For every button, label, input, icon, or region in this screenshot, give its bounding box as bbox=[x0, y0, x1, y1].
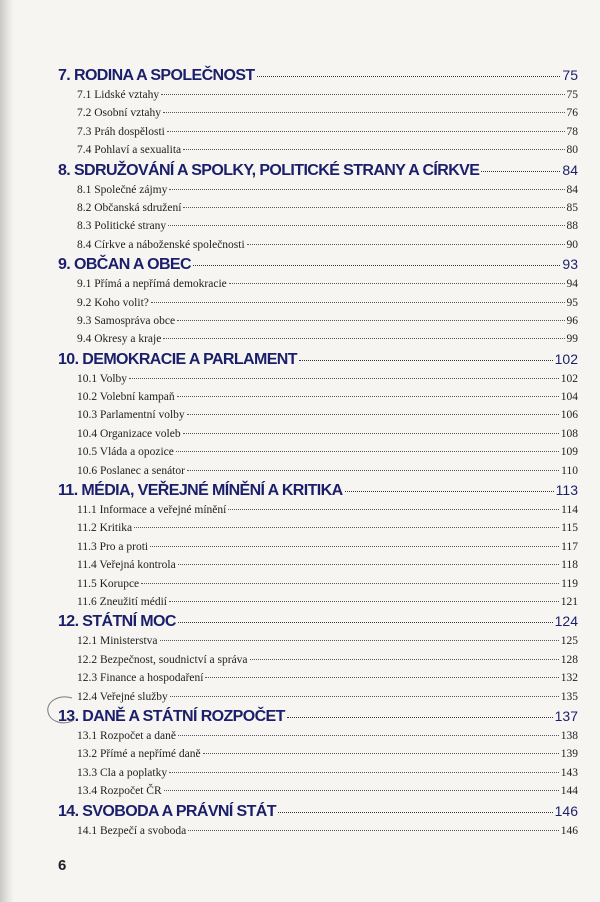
dot-leader bbox=[176, 451, 559, 452]
subchapter-entry bbox=[77, 669, 578, 687]
entry-page: 106 bbox=[560, 409, 578, 422]
entry-title: 7.1 Lidské vztahy bbox=[77, 89, 160, 101]
dot-leader bbox=[168, 225, 564, 226]
entry-title: 11.3 Pro a proti bbox=[77, 540, 149, 553]
subchapter-entry bbox=[77, 764, 578, 782]
entry-page: 124 bbox=[554, 613, 578, 630]
dot-leader bbox=[169, 601, 559, 602]
subchapter-entry bbox=[77, 519, 578, 537]
dot-leader bbox=[134, 527, 559, 528]
entry-page: 90 bbox=[566, 238, 578, 251]
entry-title: 7. RODINA A SPOLEČNOST bbox=[58, 67, 255, 84]
dot-leader bbox=[183, 149, 564, 150]
dot-leader bbox=[187, 414, 559, 415]
entry-title: 10.6 Poslanec a senátor bbox=[77, 464, 185, 477]
dot-leader bbox=[250, 659, 559, 660]
entry-page: 104 bbox=[560, 391, 578, 404]
dot-leader bbox=[151, 302, 565, 303]
entry-title: 7.4 Pohlaví a sexualita bbox=[77, 144, 182, 157]
entry-title: 13.3 Cla a poplatky bbox=[77, 766, 168, 779]
entry-page: 110 bbox=[561, 464, 578, 477]
dot-leader bbox=[183, 207, 564, 208]
dot-leader bbox=[229, 283, 565, 284]
dot-leader bbox=[129, 378, 559, 379]
entry-title: 12.2 Bezpečnost, soudnictví a správa bbox=[77, 653, 248, 666]
entry-title: 13.2 Přímé a nepřímé daně bbox=[77, 748, 201, 761]
entry-title: 8. SDRUŽOVÁNÍ A SPOLKY, POLITICKÉ STRANY A CÍRKVE bbox=[58, 161, 480, 179]
entry-page: 75 bbox=[562, 67, 578, 83]
entry-page: 114 bbox=[561, 504, 578, 517]
dot-leader bbox=[299, 360, 553, 361]
entry-title: 12.1 Ministerstva bbox=[77, 635, 158, 648]
dot-leader bbox=[163, 112, 564, 113]
subchapter-entry bbox=[77, 123, 578, 141]
subchapter-entry bbox=[77, 275, 578, 293]
toc-section bbox=[58, 65, 578, 160]
entry-title: 13. DANĚ A STÁTNÍ ROZPOČET bbox=[58, 707, 285, 725]
entry-page: 102 bbox=[560, 372, 578, 385]
toc-section bbox=[58, 254, 578, 349]
entry-title: 8.4 Církve a náboženské společnosti bbox=[77, 238, 245, 251]
entry-page: 119 bbox=[561, 577, 578, 590]
dot-leader bbox=[150, 546, 559, 547]
entry-title: 13.4 Rozpočet ČR bbox=[77, 785, 162, 798]
dot-leader bbox=[141, 583, 559, 584]
entry-page: 99 bbox=[566, 333, 578, 346]
entry-title: 11.1 Informace a veřejné mínění bbox=[77, 504, 227, 517]
entry-page: 78 bbox=[566, 125, 578, 138]
entry-page: 113 bbox=[555, 482, 578, 499]
subchapter-entry bbox=[77, 312, 578, 330]
entry-title: 9.4 Okresy a kraje bbox=[77, 333, 162, 346]
dot-leader bbox=[278, 812, 553, 813]
subchapter-entry bbox=[77, 501, 578, 519]
entry-title: 12.4 Veřejné služby bbox=[77, 690, 168, 703]
dot-leader bbox=[345, 491, 554, 492]
subchapter-entry bbox=[77, 443, 578, 461]
entry-title: 7.2 Osobní vztahy bbox=[77, 107, 162, 120]
subchapter-entry bbox=[77, 425, 578, 443]
entry-page: 109 bbox=[560, 446, 578, 459]
subchapter-entry bbox=[77, 727, 578, 745]
entry-page: 102 bbox=[554, 350, 578, 367]
entry-page: 85 bbox=[566, 201, 578, 214]
dot-leader bbox=[178, 564, 559, 565]
dot-leader bbox=[177, 396, 559, 397]
entry-page: 94 bbox=[566, 278, 578, 291]
subchapter-entry bbox=[77, 406, 578, 424]
page-number: 6 bbox=[58, 857, 67, 874]
dot-leader bbox=[257, 76, 561, 77]
entry-title: 10.1 Volby bbox=[77, 372, 128, 385]
entry-title: 9. OBČAN A OBEC bbox=[58, 256, 191, 274]
entry-title: 11.6 Zneužití médií bbox=[77, 595, 167, 608]
toc-section bbox=[58, 160, 578, 255]
subchapter-entry bbox=[77, 822, 578, 840]
dot-leader bbox=[228, 509, 559, 510]
entry-page: 80 bbox=[566, 144, 578, 157]
entry-page: 115 bbox=[561, 522, 578, 535]
entry-title: 9.1 Přímá a nepřímá demokracie bbox=[77, 278, 227, 291]
entry-title: 14.1 Bezpečí a svoboda bbox=[77, 824, 187, 837]
entry-title: 10.3 Parlamentní volby bbox=[77, 409, 185, 422]
dot-leader bbox=[205, 677, 558, 678]
table-of-contents bbox=[58, 65, 578, 840]
subchapter-entry bbox=[77, 575, 578, 593]
entry-title: 10.5 Vláda a opozice bbox=[77, 446, 174, 459]
chapter-heading bbox=[58, 801, 578, 822]
subchapter-entry bbox=[77, 141, 578, 159]
subchapter-entry bbox=[77, 593, 578, 611]
entry-page: 128 bbox=[560, 653, 578, 666]
page-edge-shadow bbox=[0, 0, 14, 902]
entry-page: 139 bbox=[560, 748, 578, 761]
entry-title: 13.1 Rozpočet a daně bbox=[77, 729, 176, 742]
dot-leader bbox=[167, 131, 565, 132]
dot-leader bbox=[178, 735, 559, 736]
entry-title: 11.4 Veřejná kontrola bbox=[77, 559, 176, 572]
chapter-heading bbox=[58, 160, 578, 181]
dot-leader bbox=[481, 171, 560, 172]
entry-page: 132 bbox=[560, 672, 578, 685]
entry-title: 10.4 Organizace voleb bbox=[77, 427, 181, 440]
subchapter-entry bbox=[77, 688, 578, 706]
chapter-heading bbox=[58, 480, 578, 501]
toc-section bbox=[58, 611, 578, 706]
dot-leader bbox=[287, 717, 553, 718]
entry-title: 11.2 Kritika bbox=[77, 522, 133, 535]
subchapter-entry bbox=[77, 651, 578, 669]
dot-leader bbox=[178, 622, 553, 623]
pencil-circle-mark bbox=[44, 694, 84, 728]
toc-section bbox=[58, 801, 578, 840]
entry-title: 11. MÉDIA, VEŘEJNÉ MÍNĚNÍ A KRITIKA bbox=[58, 482, 343, 500]
dot-leader bbox=[161, 94, 564, 95]
entry-title: 10.2 Volební kampaň bbox=[77, 391, 175, 404]
entry-page: 108 bbox=[560, 427, 578, 440]
entry-page: 137 bbox=[554, 707, 578, 724]
dot-leader bbox=[177, 320, 564, 321]
dot-leader bbox=[160, 640, 559, 641]
subchapter-entry bbox=[77, 294, 578, 312]
entry-page: 117 bbox=[561, 540, 578, 553]
subchapter-entry bbox=[77, 104, 578, 122]
entry-page: 75 bbox=[566, 89, 578, 101]
chapter-heading bbox=[58, 254, 578, 275]
dot-leader bbox=[188, 830, 559, 831]
subchapter-entry bbox=[77, 181, 578, 199]
dot-leader bbox=[169, 772, 559, 773]
entry-page: 138 bbox=[560, 729, 578, 742]
toc-section bbox=[58, 349, 578, 480]
chapter-heading bbox=[58, 611, 578, 632]
entry-title: 10. DEMOKRACIE A PARLAMENT bbox=[58, 350, 297, 368]
subchapter-entry bbox=[77, 782, 578, 800]
toc-section bbox=[58, 480, 578, 611]
subchapter-entry bbox=[77, 388, 578, 406]
toc-section bbox=[58, 706, 578, 801]
entry-title: 14. SVOBODA A PRÁVNÍ STÁT bbox=[58, 802, 276, 820]
entry-title: 9.3 Samospráva obce bbox=[77, 314, 176, 327]
entry-page: 84 bbox=[566, 183, 578, 196]
dot-leader bbox=[247, 244, 565, 245]
chapter-heading bbox=[58, 65, 578, 86]
entry-title: 11.5 Korupce bbox=[77, 577, 140, 590]
dot-leader bbox=[169, 189, 564, 190]
chapter-heading bbox=[58, 349, 578, 370]
subchapter-entry bbox=[77, 330, 578, 348]
dot-leader bbox=[187, 470, 559, 471]
dot-leader bbox=[164, 790, 559, 791]
entry-page: 135 bbox=[560, 690, 578, 703]
entry-title: 12.3 Finance a hospodaření bbox=[77, 672, 204, 685]
subchapter-entry bbox=[77, 556, 578, 574]
subchapter-entry bbox=[77, 632, 578, 650]
dot-leader bbox=[183, 433, 559, 434]
entry-title: 8.2 Občanská sdružení bbox=[77, 201, 182, 214]
entry-page: 93 bbox=[562, 256, 578, 273]
subchapter-entry bbox=[77, 236, 578, 254]
entry-title: 8.3 Politické strany bbox=[77, 220, 167, 233]
entry-page: 146 bbox=[554, 802, 578, 819]
entry-title: 7.3 Práh dospělosti bbox=[77, 125, 165, 138]
entry-page: 143 bbox=[560, 766, 578, 779]
entry-page: 118 bbox=[561, 559, 578, 572]
subchapter-entry bbox=[77, 86, 578, 104]
dot-leader bbox=[203, 753, 559, 754]
subchapter-entry bbox=[77, 217, 578, 235]
subchapter-entry bbox=[77, 745, 578, 763]
subchapter-entry bbox=[77, 199, 578, 217]
entry-page: 76 bbox=[566, 107, 578, 120]
entry-page: 121 bbox=[560, 595, 578, 608]
dot-leader bbox=[193, 265, 560, 266]
dot-leader bbox=[163, 338, 564, 339]
entry-page: 84 bbox=[562, 161, 578, 178]
subchapter-entry bbox=[77, 538, 578, 556]
entry-title: 8.1 Společné zájmy bbox=[77, 183, 168, 196]
entry-page: 95 bbox=[566, 296, 578, 309]
subchapter-entry bbox=[77, 462, 578, 480]
entry-page: 96 bbox=[566, 314, 578, 327]
entry-title: 9.2 Koho volit? bbox=[77, 296, 149, 309]
dot-leader bbox=[170, 696, 559, 697]
chapter-heading bbox=[58, 706, 578, 727]
subchapter-entry bbox=[77, 370, 578, 388]
entry-page: 125 bbox=[560, 635, 578, 648]
entry-page: 144 bbox=[560, 785, 578, 798]
entry-page: 146 bbox=[560, 824, 578, 837]
entry-page: 88 bbox=[566, 220, 578, 233]
entry-title: 12. STÁTNÍ MOC bbox=[58, 613, 176, 631]
